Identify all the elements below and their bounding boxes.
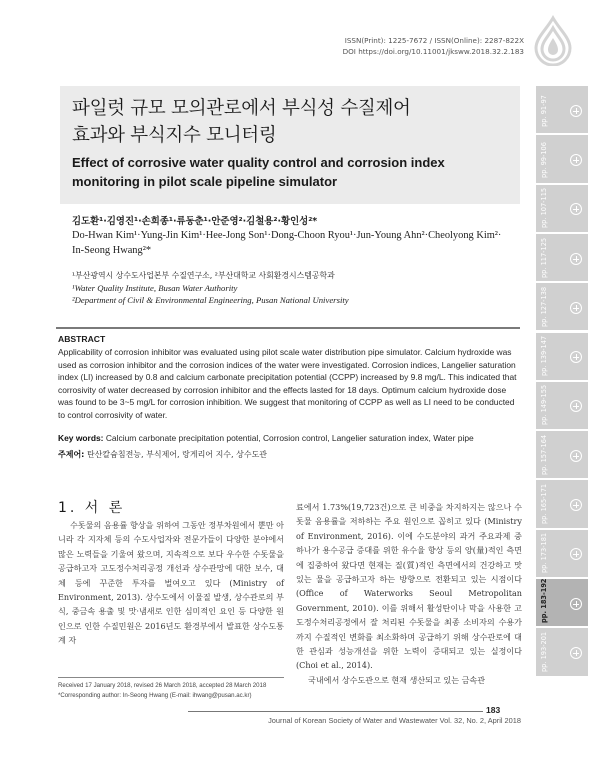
sidebar-tab-label: pp. 183-192 <box>540 578 548 623</box>
keywords-en-text: Calcium carbonate precipitation potential, Corrosion control, Langelier saturation index, Water pipe <box>105 433 474 443</box>
sidebar-tab[interactable] <box>536 431 588 479</box>
plus-circle-icon[interactable] <box>570 499 582 511</box>
body-right-paragraph-1: 료에서 1.73%(19,723건)으로 큰 비중을 차지하지는 않으나 수돗물 음용률을 저하하는 주요 원인으로 꼽히고 있다 (Ministry of Environment, 2016). 이에 수도분야의 과거 주요과제 중 하나가 용수공급 증대를 위한 유수율 향상 등의 양(量)적인 측면에 집중하여 왔다면 현재는 질(質)적인 측면에서의 건강하고 맛있는 물을 공급하고자 하는 방향으로 전환되고 있는 시점이다 (Office of Waterworks Seoul Metropolitan Government, 2010). 이를 위해서 활성탄이나 막을 사용한 고도정수처리공정에서 잘 처리된 수돗물을 최종 소비자의 수용가까지 수질적인 변화를 최소화하며 공급하기 위해 상수관로에 대한 관심과 성능개선을 위한 노력이 증대되고 있는 실정이다 (Choi et al., 2014). <box>296 502 522 671</box>
issn-doi-block <box>304 36 524 57</box>
authors-korean: 김도환¹·김영진¹·손희종¹·류동춘¹·안준영²·김철용²·황인성²* <box>72 216 318 227</box>
article-nav-sidebar <box>536 86 588 678</box>
plus-circle-icon[interactable] <box>570 253 582 265</box>
footnote-divider <box>58 677 284 678</box>
affiliation-en-1: ¹Water Quality Institute, Busan Water Authority <box>72 283 238 293</box>
affiliation-en-2: ²Department of Civil & Environmental Engineering, Pusan National University <box>72 295 349 305</box>
sidebar-tab-label: pp. 165-171 <box>540 483 548 525</box>
abstract-body: Applicability of corrosion inhibitor was evaluated using pilot scale water distribution pipe simulator. Calcium hydroxide was used as corrosion inhibitor and the corrosion indices of the water were investigated. Corrosion indices, Langelier saturation index (LI) increased by 0.8 and calcium carbonate precipitation potential (CCPP) increased by 9.8 mg/L. This indicated that corrosivity of water decreased by corrosion inhibitor and the effects lasted for 18 days. Optimum calcium hydroxide dose was found to be 3~5 mg/L for corrosion inhibition. We suggest that monitoring of CCPP as well as LI need to be conducted to control corrosivity of water. <box>58 347 517 420</box>
sidebar-tab[interactable] <box>536 86 588 134</box>
sidebar-tab-label: pp. 127-138 <box>540 286 548 327</box>
keywords-en-label: Key words: <box>58 433 104 443</box>
plus-circle-icon[interactable] <box>570 450 582 462</box>
sidebar-tab-label: pp. 157-164 <box>540 434 548 475</box>
title-en-line1: Effect of corrosive water quality control and corrosion index <box>72 155 445 170</box>
footnote-corresponding: *Corresponding author: In-Seong Hwang (E-mail: ihwang@pusan.ac.kr) <box>58 691 252 699</box>
title-english <box>72 153 517 191</box>
plus-circle-icon[interactable] <box>570 400 582 412</box>
sidebar-tab[interactable] <box>536 628 588 676</box>
plus-circle-icon[interactable] <box>570 548 582 560</box>
footer-divider <box>188 711 483 712</box>
authors-english <box>72 229 512 258</box>
sidebar-tab-label: pp. 193-201 <box>540 631 548 672</box>
body-column-left: 수돗물의 음용률 향상을 위하여 그동안 정부차원에서 뿐만 아니라 각 지자체 등의 수도사업자와 전문가들이 다양한 분야에서 많은 노력들을 기울여 왔으며, 지속적으로 보다 우수한 수돗물을 공급하고자 고도정수처리공정 개선과 상수관망에 대한 보수, 대체 등에 꾸준한 투자를 벌여오고 있다 (Ministry of Environment, 2013). 상수도에서 이물질 발생, 상수관로의 부식, 중금속 용출 및 맛·냄새로 인한 심미적인 요인 등 다양한 원인으로 인한 수질민원은 2016년도 환경부에서 발표한 상수도통계 자 <box>58 520 284 646</box>
keywords-kr-text: 탄산칼슘침전능, 부식제어, 랑게리어 지수, 상수도관 <box>86 450 268 459</box>
sidebar-tab-label: pp. 149-155 <box>540 385 548 426</box>
sidebar-tab[interactable] <box>536 530 588 578</box>
journal-footer: Journal of Korean Society of Water and Wastewater Vol. 32, No. 2, April 2018 <box>268 716 521 725</box>
keywords-english <box>58 433 520 443</box>
sidebar-tab-label: pp. 91-97 <box>540 94 548 127</box>
water-drop-logo-icon <box>528 14 578 66</box>
page-number: 183 <box>486 705 501 715</box>
keywords-korean <box>58 449 520 460</box>
plus-circle-icon[interactable] <box>570 105 582 117</box>
sidebar-tab[interactable] <box>536 333 588 381</box>
sidebar-tab-label: pp. 139-147 <box>540 336 548 377</box>
sidebar-tab[interactable] <box>536 382 588 430</box>
plus-circle-icon[interactable] <box>570 203 582 215</box>
sidebar-tab-label: pp. 107-115 <box>540 188 548 229</box>
authors-en-line2: In-Seong Hwang²* <box>72 244 152 256</box>
plus-circle-icon[interactable] <box>570 598 582 610</box>
sidebar-tab[interactable] <box>536 480 588 528</box>
doi-text[interactable]: DOI https://doi.org/10.11001/jksww.2018.32.2.183 <box>342 46 524 56</box>
sidebar-tab[interactable] <box>536 185 588 233</box>
sidebar-tab-label: pp. 117-125 <box>540 237 548 278</box>
section-heading: 1. 서 론 <box>58 500 126 516</box>
plus-circle-icon[interactable] <box>570 302 582 314</box>
footnote-received: Received 17 January 2018, revised 26 March 2018, accepted 28 March 2018 <box>58 682 267 689</box>
body-column-right <box>296 500 522 687</box>
authors-en-line1: Do-Hwan Kim¹·Yung-Jin Kim¹·Hee-Jong Son¹·Dong-Choon Ryou¹·Jun-Young Ahn²·Cheolyong Kim²· <box>72 230 502 241</box>
body-right-paragraph-2: 국내에서 상수도관으로 현재 생산되고 있는 금속관 <box>308 674 486 685</box>
title-korean <box>72 95 512 149</box>
sidebar-tab[interactable] <box>536 234 588 282</box>
issn-text: ISSN(Print): 1225-7672 / ISSN(Online): 2287-822X <box>344 36 524 45</box>
abstract-heading: ABSTRACT <box>58 334 106 344</box>
sidebar-tab[interactable] <box>536 579 588 627</box>
title-en-line2: monitoring in pilot scale pipeline simulator <box>72 174 338 189</box>
sidebar-tab[interactable] <box>536 283 588 331</box>
affiliation-korean: ¹부산광역시 상수도사업본부 수질연구소, ²부산대학교 사회환경시스템공학과 <box>72 271 335 280</box>
sidebar-tab-label: pp. 173-181 <box>540 533 548 574</box>
plus-circle-icon[interactable] <box>570 647 582 659</box>
title-kr-line2: 효과와 부식지수 모니터링 <box>72 125 277 146</box>
title-kr-line1: 파일럿 규모 모의관로에서 부식성 수질제어 <box>72 98 411 119</box>
keywords-kr-label: 주제어: <box>58 450 85 459</box>
footnote <box>58 681 286 700</box>
sidebar-tab[interactable] <box>536 135 588 183</box>
affiliations <box>72 270 512 306</box>
abstract-divider <box>56 327 520 329</box>
plus-circle-icon[interactable] <box>570 351 582 363</box>
plus-circle-icon[interactable] <box>570 154 582 166</box>
sidebar-tab-label: pp. 99-106 <box>540 141 548 178</box>
